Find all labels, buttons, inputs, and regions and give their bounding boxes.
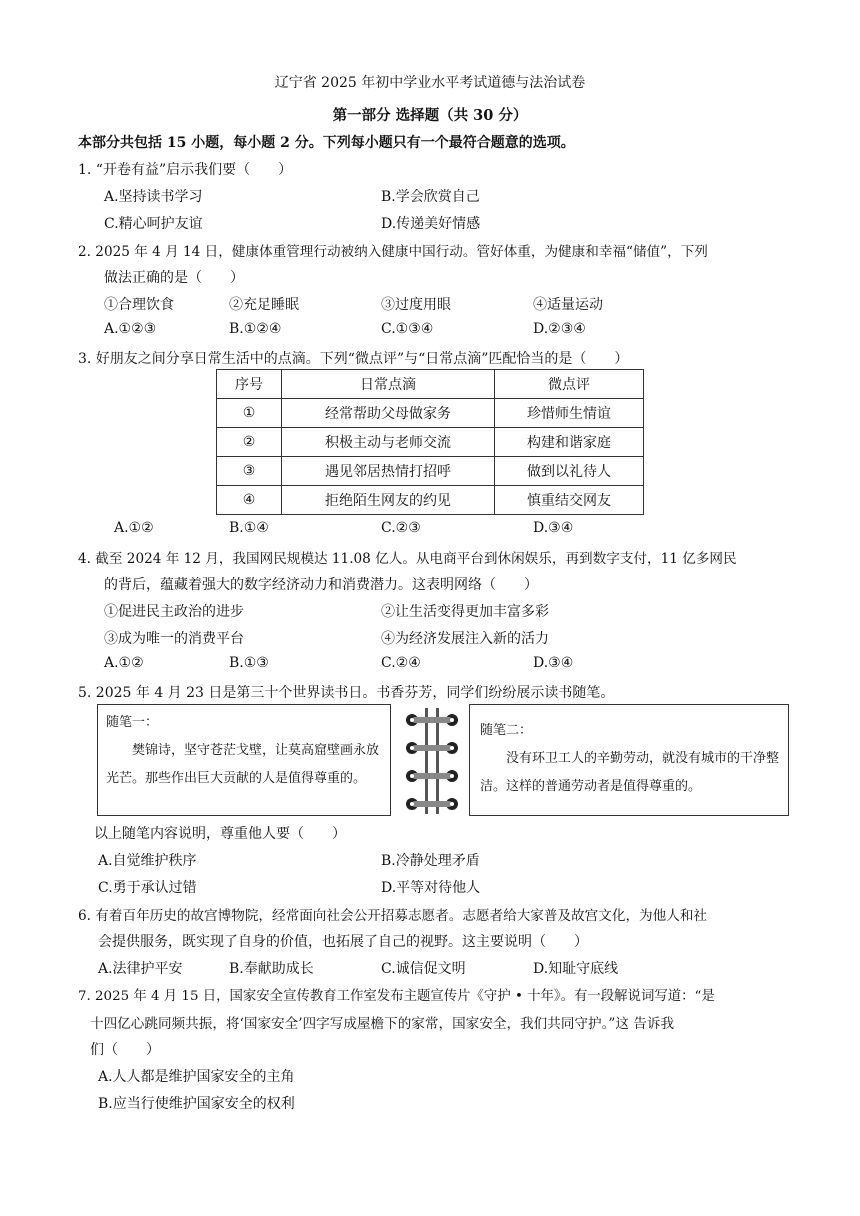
q5-option-b: B.冷静处理矛盾 — [381, 853, 480, 869]
q2-item-3: ③过度用眼 — [381, 297, 451, 313]
table-cell: 珍惜师生情谊 — [495, 399, 644, 428]
table-cell: 积极主动与老师交流 — [282, 428, 495, 457]
table-header-row — [217, 370, 644, 399]
q2-stem-line1: 2. 2025 年 4 月 14 日，健康体重管理行动被纳入健康中国行动。管好体重，为健康和幸福“储值”，下列 — [78, 244, 708, 260]
table-cell: ④ — [217, 486, 282, 515]
reading-note-2 — [469, 704, 789, 816]
table-cell: 拒绝陌生网友的约见 — [282, 486, 495, 515]
table-cell: ① — [217, 399, 282, 428]
instructions: 本部分共包括 15 小题，每小题 2 分。下列每小题只有一个最符合题意的选项。 — [78, 135, 575, 151]
exam-title: 辽宁省 2025 年初中学业水平考试道德与法治试卷 — [274, 75, 586, 91]
section-title: 第一部分 选择题（共 30 分） — [332, 107, 528, 124]
table-cell: 遇见邻居热情打招呼 — [282, 457, 495, 486]
q4-item-2: ②让生活变得更加丰富多彩 — [381, 604, 549, 620]
q4-item-4: ④为经济发展注入新的活力 — [381, 631, 549, 647]
table-cell: 做到以礼待人 — [495, 457, 644, 486]
q7-stem-line1: 7. 2025 年 4 月 15 日，国家安全宣传教育工作室发布主题宣传片《守护 • 十年》。有一段解说词写道：“是 — [78, 989, 715, 1004]
note-2-body: 没有环卫工人的辛勤劳动，就没有城市的干净整洁。这样的普通劳动者是值得尊重的。 — [480, 751, 780, 794]
table-header-cell: 序号 — [217, 370, 282, 399]
q6-option-b: B.奉献助成长 — [229, 961, 314, 977]
q5-option-d: D.平等对待他人 — [381, 880, 481, 896]
q4-item-1: ①促进民主政治的进步 — [104, 604, 244, 620]
q2-item-2: ②充足睡眠 — [229, 297, 299, 313]
table-cell: ② — [217, 428, 282, 457]
q7-stem-line3: 们（ ） — [90, 1042, 160, 1058]
q7-option-b: B.应当行使维护国家安全的权利 — [98, 1096, 295, 1112]
table-cell: ③ — [217, 457, 282, 486]
table-header-cell: 日常点滴 — [282, 370, 495, 399]
q3-option-d: D.③④ — [533, 520, 574, 536]
q3-option-a: A.①② — [114, 520, 154, 536]
q2-option-b: B.①②④ — [229, 321, 282, 337]
table-cell: 慎重结交网友 — [495, 486, 644, 515]
table-row — [217, 486, 644, 515]
q6-stem-line2: 会提供服务，既实现了自身的价值，也拓展了自己的视野。这主要说明（ ） — [98, 934, 588, 950]
q6-option-a: A.法律护平安 — [98, 961, 183, 977]
q1-option-c: C.精心呵护友谊 — [104, 216, 203, 232]
q5-option-a: A.自觉维护秩序 — [98, 853, 197, 869]
q6-option-d: D.知耻守底线 — [533, 961, 619, 977]
q2-item-4: ④适量运动 — [533, 297, 603, 313]
q5-after: 以上随笔内容说明，尊重他人要（ ） — [94, 826, 346, 842]
q2-item-1: ①合理饮食 — [104, 297, 174, 313]
q2-option-d: D.②③④ — [533, 321, 586, 337]
q1-option-b: B.学会欣赏自己 — [381, 189, 480, 205]
q2-option-c: C.①③④ — [381, 321, 434, 337]
q5-stem: 5. 2025 年 4 月 23 日是第三十个世界读书日。书香芬芳，同学们纷纷展示读书随笔。 — [78, 685, 615, 701]
reading-note-1 — [97, 704, 391, 816]
q5-option-c: C.勇于承认过错 — [98, 880, 197, 896]
q1-stem: 1. “开卷有益”启示我们要（ ） — [78, 162, 293, 178]
q4-stem-line1: 4. 截至 2024 年 12 月，我国网民规模达 11.08 亿人。从电商平台到休闲娱乐，再到数字支付，11 亿多网民 — [78, 551, 737, 567]
note-2-title: 随笔二： — [480, 723, 533, 738]
q1-option-d: D.传递美好情感 — [381, 216, 481, 232]
q6-option-c: C.诚信促文明 — [381, 961, 466, 977]
q7-option-a: A.人人都是维护国家安全的主角 — [98, 1069, 295, 1085]
table-cell: 经常帮助父母做家务 — [282, 399, 495, 428]
table-cell: 构建和谐家庭 — [495, 428, 644, 457]
q3-table — [216, 369, 644, 515]
q4-option-d: D.③④ — [533, 655, 574, 671]
q2-option-a: A.①②③ — [104, 321, 157, 337]
table-row — [217, 399, 644, 428]
binder-rings-icon — [404, 706, 460, 816]
q6-stem-line1: 6. 有着百年历史的故宫博物院，经常面向社会公开招募志愿者。志愿者给大家普及故宫文化，为他人和社 — [78, 908, 708, 924]
q4-option-b: B.①③ — [229, 655, 269, 671]
q1-option-a: A.坚持读书学习 — [104, 189, 203, 205]
q2-stem-line2: 做法正确的是（ ） — [104, 270, 244, 286]
q4-item-3: ③成为唯一的消费平台 — [104, 631, 244, 647]
table-header-cell: 微点评 — [495, 370, 644, 399]
q3-stem: 3. 好朋友之间分享日常生活中的点滴。下列“微点评”与“日常点滴”匹配恰当的是（ ） — [78, 351, 629, 367]
q4-option-c: C.②④ — [381, 655, 421, 671]
note-1-body: 樊锦诗，坚守苍茫戈壁，让莫高窟壁画永放光芒。那些作出巨大贡献的人是值得尊重的。 — [106, 743, 380, 786]
table-row — [217, 457, 644, 486]
q4-stem-line2: 的背后，蕴藏着强大的数字经济动力和消费潜力。这表明网络（ ） — [104, 577, 538, 593]
q4-option-a: A.①② — [104, 655, 144, 671]
table-row — [217, 428, 644, 457]
q7-stem-line2: 十四亿心跳同频共振，将‘国家安全’四字写成屋檐下的家常，国家安全，我们共同守护。”这 告诉我 — [90, 1016, 675, 1032]
note-1-title: 随笔一： — [106, 715, 159, 730]
q3-option-b: B.①④ — [229, 520, 269, 536]
q3-option-c: C.②③ — [381, 520, 421, 536]
